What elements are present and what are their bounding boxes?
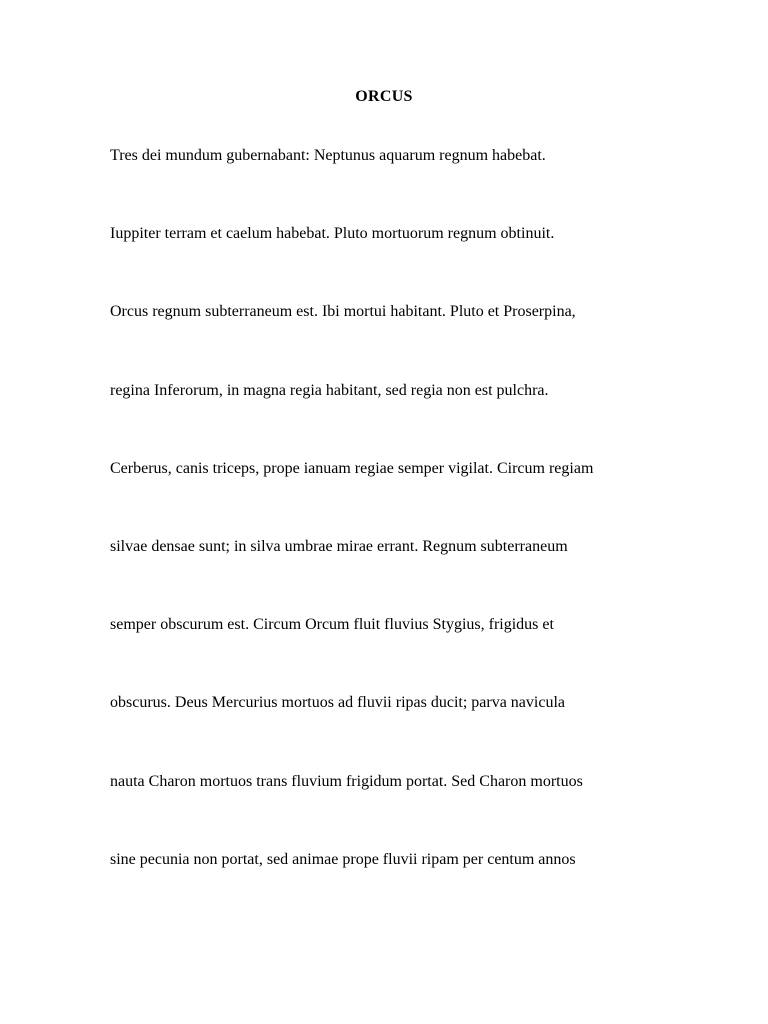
text-line: Iuppiter terram et caelum habebat. Pluto mortuorum regnum obtinuit.	[110, 225, 555, 242]
text-line: silvae densae sunt; in silva umbrae mirae errant. Regnum subterraneum	[110, 538, 568, 555]
text-line: Tres dei mundum gubernabant: Neptunus aquarum regnum habebat.	[110, 147, 546, 164]
text-line: nauta Charon mortuos trans fluvium frigidum portat. Sed Charon mortuos	[110, 773, 583, 790]
text-line: Orcus regnum subterraneum est. Ibi mortui habitant. Pluto et Proserpina,	[110, 303, 576, 320]
text-line: Cerberus, canis triceps, prope ianuam regiae semper vigilat. Circum regiam	[110, 460, 594, 477]
text-line: sine pecunia non portat, sed animae prope fluvii ripam per centum annos	[110, 851, 576, 868]
text-line: regina Inferorum, in magna regia habitant, sed regia non est pulchra.	[110, 382, 549, 399]
text-line: semper obscurum est. Circum Orcum fluit fluvius Stygius, frigidus et	[110, 616, 554, 633]
text-line: obscurus. Deus Mercurius mortuos ad fluvii ripas ducit; parva navicula	[110, 694, 565, 711]
document-title: ORCUS	[355, 88, 413, 105]
